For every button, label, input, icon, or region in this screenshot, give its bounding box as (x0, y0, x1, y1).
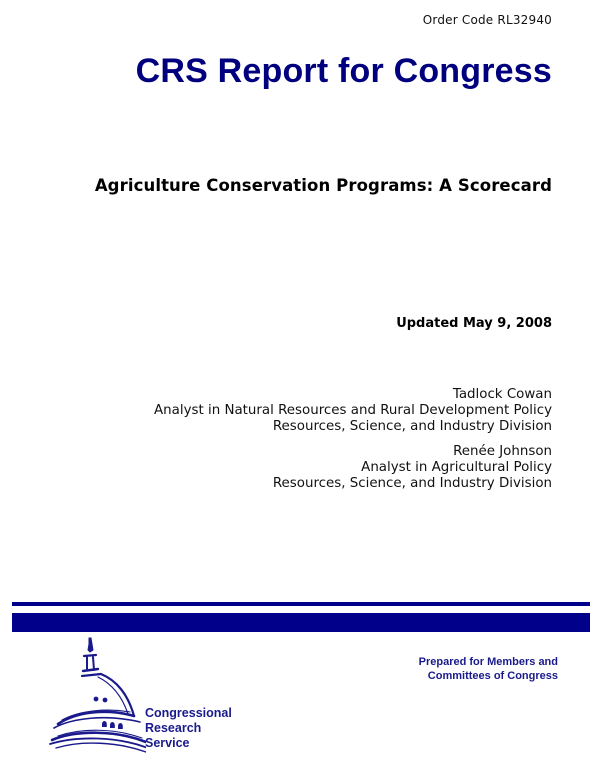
logo-line-service: Service (145, 736, 190, 750)
authors-list (154, 387, 552, 501)
crs-logo-wordmark (145, 706, 232, 751)
document-title: Agriculture Conservation Programs: A Scorecard (94, 176, 552, 195)
prepared-for-note (419, 655, 558, 683)
prepared-line-2: Committees of Congress (427, 670, 558, 682)
author-division: Resources, Science, and Industry Division (272, 419, 552, 434)
updated-date: Updated May 9, 2008 (396, 316, 552, 331)
author-name: Tadlock Cowan (452, 387, 552, 402)
divider-thin (12, 602, 590, 606)
logo-line-research: Research (145, 721, 202, 735)
author-position: Analyst in Natural Resources and Rural Development Policy (154, 403, 552, 418)
order-code: Order Code RL32940 (422, 13, 552, 27)
divider-thick (12, 613, 590, 632)
author-division: Resources, Science, and Industry Division (272, 476, 552, 491)
author-entry (154, 444, 552, 492)
series-title: CRS Report for Congress (135, 52, 552, 90)
capitol-dome-icon (46, 636, 146, 756)
author-entry (154, 387, 552, 435)
author-position: Analyst in Agricultural Policy (361, 460, 552, 475)
author-name: Renée Johnson (453, 444, 552, 459)
logo-line-congressional: Congressional (145, 706, 232, 720)
prepared-line-1: Prepared for Members and (418, 656, 558, 668)
